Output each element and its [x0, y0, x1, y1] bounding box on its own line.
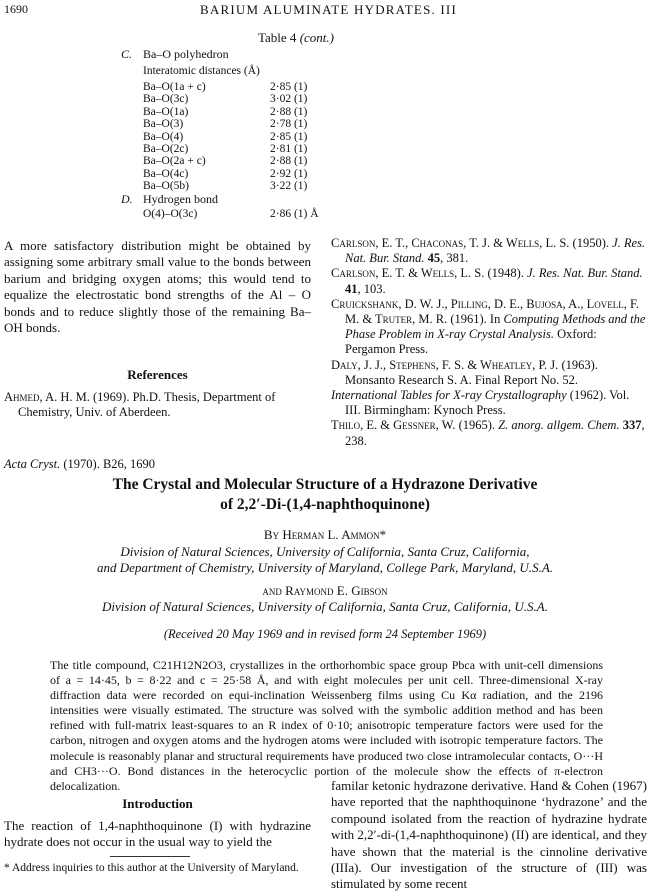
reference-daly: Daly, J. J., Stephens, F. S. & Wheatley, P. J. (1963). Monsanto Research S. A. Final Report No. 52.: [331, 357, 598, 387]
bond-distance: 2·88 (1): [270, 155, 308, 168]
introduction-heading: Introduction: [122, 796, 193, 811]
introduction-right: familar ketonic hydrazone derivative. Hand & Cohen (1967) have reported that the naphthoquinone ‘hydrazone’ and the compound isolated from the reaction of hydrazine hydrate with 2,2′-di-(1,4-naphthoquinone) (II) are identical, and they have shown that the material is the cinnoline derivative (IIIa). Our investigation of the structure of (III) was stimulated by some recent: [331, 778, 647, 892]
reference-carlson-1948: Carlson, E. T. & Wells, L. S. (1948). J. Res. Nat. Bur. Stand. 41, 103.: [331, 266, 643, 296]
article-citation: Acta Cryst. (1970). B26, 1690: [4, 457, 156, 471]
received-date: (Received 20 May 1969 and in revised form 24 September 1969): [163, 627, 487, 641]
affiliation-2: Division of Natural Sciences, University of California, Santa Cruz, California, U.S.A.: [102, 599, 548, 614]
distance-row: [143, 81, 307, 93]
reference-carlson-1950: Carlson, E. T., Chaconas, T. J. & Wells, L. S. (1950). J. Res. Nat. Bur. Stand. 45, 381.: [331, 236, 646, 266]
bond-distance: 2·78 (1): [270, 118, 308, 131]
distance-row: [143, 168, 307, 180]
bond-distance: 2·81 (1): [270, 143, 308, 156]
distance-row: [143, 143, 307, 155]
bond-distance: 3·02 (1): [270, 93, 308, 106]
distance-row: [143, 155, 307, 167]
distance-row: [143, 131, 307, 143]
reference-ahmed: Ahmed, A. H. M. (1969). Ph.D. Thesis, Department of Chemistry, Univ. of Aberdeen.: [4, 390, 276, 420]
authors-block: [0, 527, 650, 577]
page-number: 1690: [4, 2, 28, 16]
bond-distance: 2·92 (1): [270, 167, 308, 180]
section-c-subtitle: Interatomic distances (Å): [143, 65, 260, 77]
section-d-title: D. Hydrogen bond: [121, 192, 218, 206]
author-2: and Raymond E. Gibson: [262, 583, 388, 598]
distance-row: [143, 180, 307, 192]
abstract: The title compound, C21H12N2O3, crystallizes in the orthorhombic space group Pbca with unit-cell dimensions of a = 14·45, b = 8·22 and c = 25·58 Å, and with eight molecules per unit cell. Three-dimensional X-ray diffraction data were recorded on equi-inclination Weissenberg films using Cu Kα radiation, and the 2196 intensities were visually estimated. The structure was solved with the symbolic addition method and has been refined with full-matrix least-squares to an R index of 0·10; anisotropic temperature factors were used for the carbon, nitrogen and oxygen atoms and the hydrogen atoms were included with isotropic temperature factors. The molecule is reasonably planar and structural requirements have produced two close intramolecular contacts, O···H and CH3···O. Bond distances in the heterocyclic portion of the molecule show the effects of π-electron delocalization.: [50, 658, 603, 793]
section-c-title: C. Ba–O polyhedron: [121, 47, 229, 61]
bond-distance: 3·22 (1): [270, 180, 308, 193]
distance-row: [143, 106, 307, 118]
article-title: The Crystal and Molecular Structure of a Hydrazone Derivative of 2,2′-Di-(1,4-naphthoquinone): [112, 476, 538, 513]
bond-label: Ba–O(2a + c): [143, 155, 206, 168]
bond-label: Ba–O(4c): [143, 167, 189, 180]
bond-distance: 2·88 (1): [270, 105, 308, 118]
distance-row: [143, 93, 307, 105]
discussion-paragraph: A more satisfactory distribution might be obtained by assigning some arbitrary small value to the bonds between barium and bridging oxygen atoms; this would tend to equalize the electrostatic bond strengths of the Al – O bonds and to reduce slightly those of the remaining Ba–OH bonds.: [4, 238, 311, 336]
bond-label: Ba–O(3c): [143, 93, 189, 106]
footnote-rule: [110, 856, 190, 857]
references-heading: References: [127, 367, 188, 382]
running-title: BARIUM ALUMINATE HYDRATES. III: [200, 2, 457, 17]
bond-label: Ba–O(5b): [143, 180, 189, 193]
bond-label: Ba–O(3): [143, 118, 184, 131]
bond-distance: 2·85 (1): [270, 130, 308, 143]
distance-table: [143, 81, 307, 193]
references-left: [4, 390, 311, 420]
bond-label: Ba–O(1a): [143, 105, 189, 118]
hydrogen-bond-row: O(4)–O(3c) 2·86 (1) Å: [143, 208, 319, 220]
bond-label: Ba–O(2c): [143, 143, 189, 156]
affiliation-1-line-1: Division of Natural Sciences, University of California, Santa Cruz, California,: [120, 543, 530, 559]
footnote: * Address inquiries to this author at the University of Maryland.: [4, 862, 299, 874]
reference-cruickshank: Cruickshank, D. W. J., Pilling, D. E., Bujosa, A., Lovell, F. M. & Truter, M. R. (1961). In Computing Methods and the Phase Problem in X-ray Crystal Analysis. Oxford: Pergamon Press.: [331, 296, 646, 357]
affiliation-1-line-2: and Department of Chemistry, University of Maryland, College Park, Maryland, U.S.A.: [96, 560, 554, 575]
reference-international-tables: International Tables for X-ray Crystallography (1962). Vol. III. Birmingham: Kynoch Press.: [331, 388, 630, 418]
bond-label: Ba–O(1a + c): [143, 81, 206, 93]
reference-thilo: Thilo, E. & Gessner, W. (1965). Z. anorg. allgem. Chem. 337, 238.: [331, 418, 645, 448]
author-1: By Herman L. Ammon*: [263, 527, 387, 542]
table-caption: Table 4 (cont.): [258, 30, 334, 45]
distance-row: [143, 118, 307, 130]
bond-label: Ba–O(4): [143, 130, 184, 143]
introduction-left: The reaction of 1,4-naphthoquinone (I) with hydrazine hydrate does not occur in the usual way to yield the: [4, 818, 311, 850]
bond-distance: 2·85 (1): [270, 81, 308, 93]
references-right: [331, 236, 647, 449]
